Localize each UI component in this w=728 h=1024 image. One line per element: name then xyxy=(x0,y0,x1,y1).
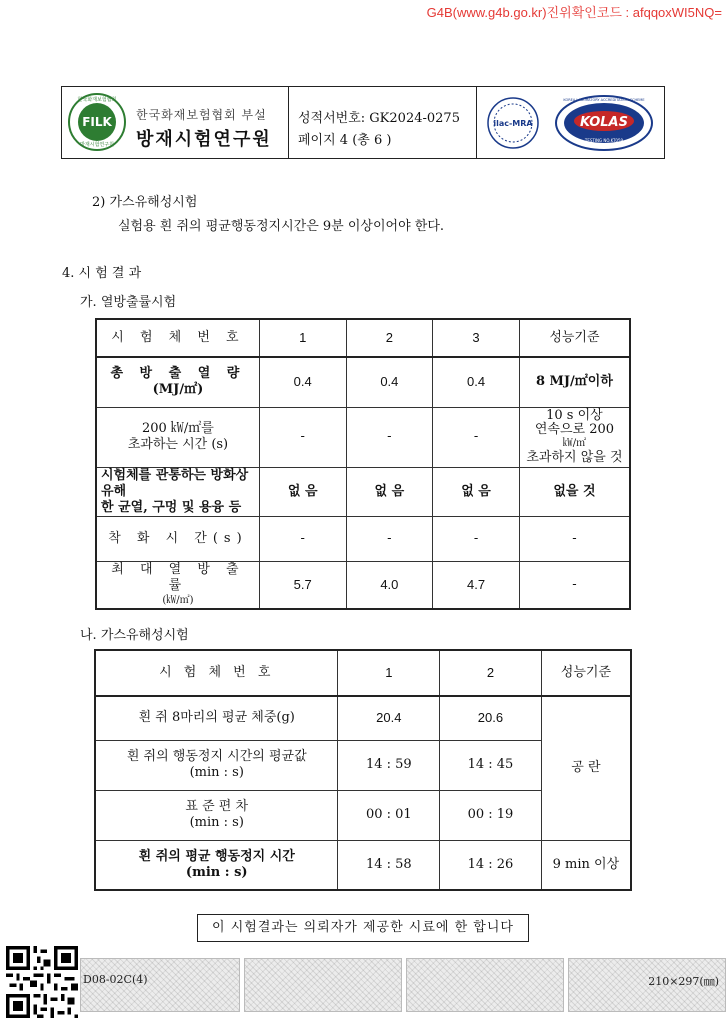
section-gas-toxicity-title: 2) 가스유해성시험 xyxy=(92,195,198,210)
filk-logo-icon: 한국화재보험협회 FILK 방재시험연구원 xyxy=(68,93,126,151)
section-gas-toxicity-body: 실험용 흰 쥐의 평균행동정지시간은 9분 이상이어야 한다. xyxy=(118,219,445,234)
svg-text:KOREA LABORATORY ACCREDITATION: KOREA LABORATORY ACCREDITATION SCHEME xyxy=(563,98,645,102)
svg-text:TESTING NO.KT059: TESTING NO.KT059 xyxy=(584,138,624,143)
security-pattern-strip xyxy=(244,958,402,1012)
gas-toxicity-table xyxy=(94,649,632,891)
page-number: 페이지 4 (총 6 ) xyxy=(298,133,392,148)
table-row: 흰 쥐 8마리의 평균 체중(g) 20.4 20.6 공 란 xyxy=(95,696,631,740)
section-results-title: 4. 시 험 결 과 xyxy=(62,266,142,281)
table-row: 시험체를 관통하는 방화상 유해 한 균열, 구멍 및 용융 등 없 음 없 음 없 음 없을 것 xyxy=(96,467,630,516)
table-row: 흰 쥐의 행동정지 시간의 평균값 (min : s) 14 : 59 14 : 45 xyxy=(95,740,631,790)
org-subtitle: 한국화재보험협회 부설 xyxy=(136,108,267,122)
ilac-mra-logo-icon xyxy=(486,95,540,151)
security-pattern-strip xyxy=(406,958,564,1012)
table-row: 총 방 출 열 량 (MJ/㎡) 0.4 0.4 0.4 8 MJ/㎡이하 xyxy=(96,357,630,407)
table-row: 최 대 열 방 출 률 (㎾/㎡) 5.7 4.0 4.7 - xyxy=(96,561,630,609)
svg-text:KOLAS: KOLAS xyxy=(579,115,629,130)
table-row: 착 화 시 간(s) - - - - xyxy=(96,516,630,561)
blank-criterion: 공 란 xyxy=(541,696,631,840)
results-notice: 이 시험결과는 의뢰자가 제공한 시료에 한 합니다 xyxy=(197,914,529,942)
security-pattern-strip xyxy=(80,958,240,1012)
table-row: 시 험 체 번 호 1 2 3 성능기준 xyxy=(96,319,630,357)
subsection-gas-toxicity-title: 나. 가스유해성시험 xyxy=(80,628,189,643)
verification-code: G4B(www.g4b.go.kr)진위확인코드 : afqqoxWI5NQ= xyxy=(426,5,722,20)
subsection-heat-release-title: 가. 열방출률시험 xyxy=(80,295,177,310)
table-row: 200 ㎾/㎡를 초과하는 시간 (s) - - - 10 s 이상 연속으로 200 ㎾/㎡ 초과하지 않을 것 xyxy=(96,407,630,467)
table-row: 시 험 체 번 호 1 2 성능기준 xyxy=(95,650,631,696)
heat-release-table xyxy=(95,318,631,610)
org-name: 방재시험연구원 xyxy=(136,129,272,150)
table-row: 흰 쥐의 평균 행동정지 시간 (min : s) 14 : 58 14 : 26 9 min 이상 xyxy=(95,840,631,890)
qr-code-icon xyxy=(6,946,78,1018)
report-header xyxy=(61,86,665,159)
table-row: 표 준 편 차 (min : s) 00 : 01 00 : 19 xyxy=(95,790,631,840)
security-pattern-strip xyxy=(568,958,726,1012)
certificate-number: 성적서번호: GK2024-0275 xyxy=(298,111,460,126)
kolas-logo-icon xyxy=(554,94,654,152)
paper-size: 210×297(㎜) xyxy=(648,975,719,988)
form-code: D08-02C(4) xyxy=(83,973,148,986)
svg-text:ilac-MRA: ilac-MRA xyxy=(493,119,533,128)
